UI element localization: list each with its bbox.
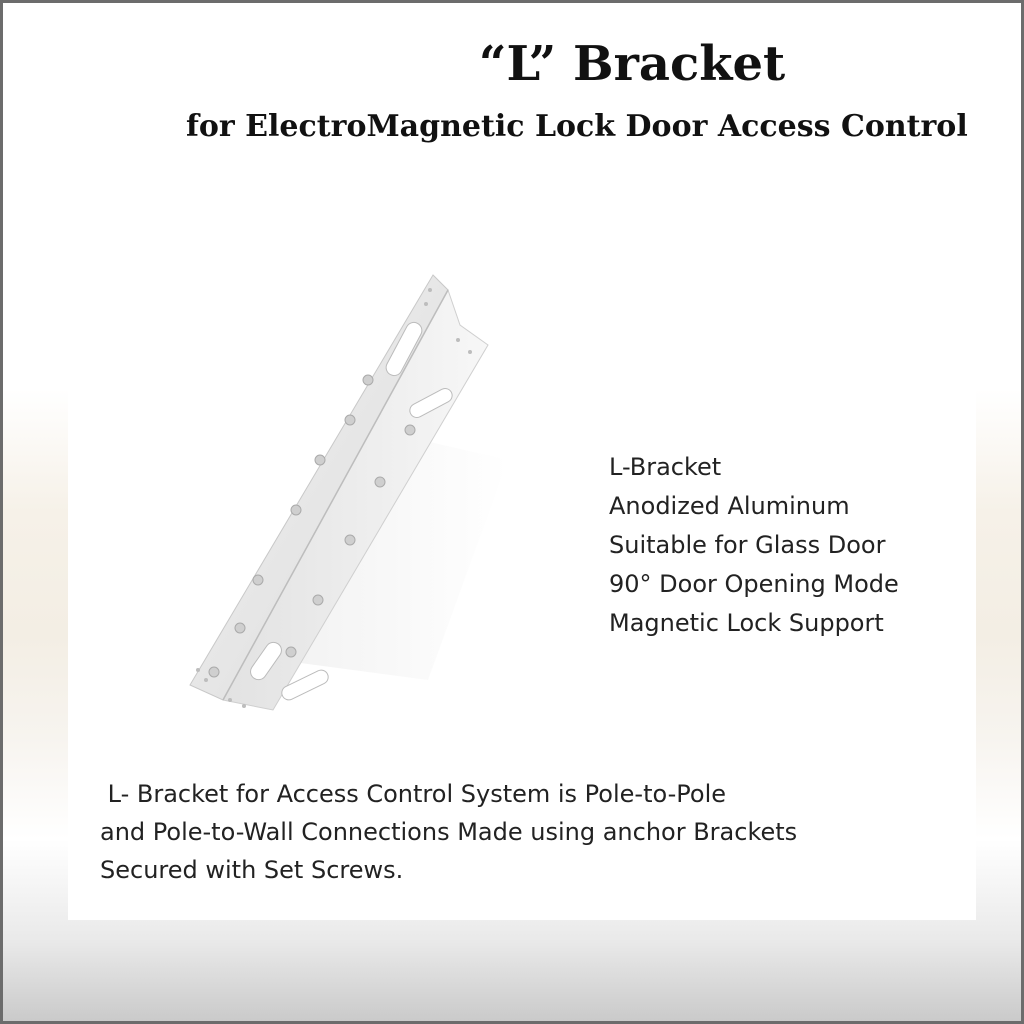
description-line: L- Bracket for Access Control System is Pole-to-Pole [100,780,727,808]
product-description [100,775,960,889]
spec-item: Anodized Aluminum [609,492,850,520]
page-title: “L” Bracket [478,36,786,92]
spec-list [609,448,899,643]
l-bracket-icon [128,260,548,720]
description-line: Secured with Set Screws. [100,856,404,884]
page-subtitle: for ElectroMagnetic Lock Door Access Control [186,109,968,144]
product-panel [68,190,976,920]
description-line: and Pole-to-Wall Connections Made using anchor Brackets [100,818,798,846]
spec-item: L-Bracket [609,453,722,481]
spec-item: 90° Door Opening Mode [609,570,899,598]
spec-item: Magnetic Lock Support [609,609,884,637]
spec-item: Suitable for Glass Door [609,531,886,559]
